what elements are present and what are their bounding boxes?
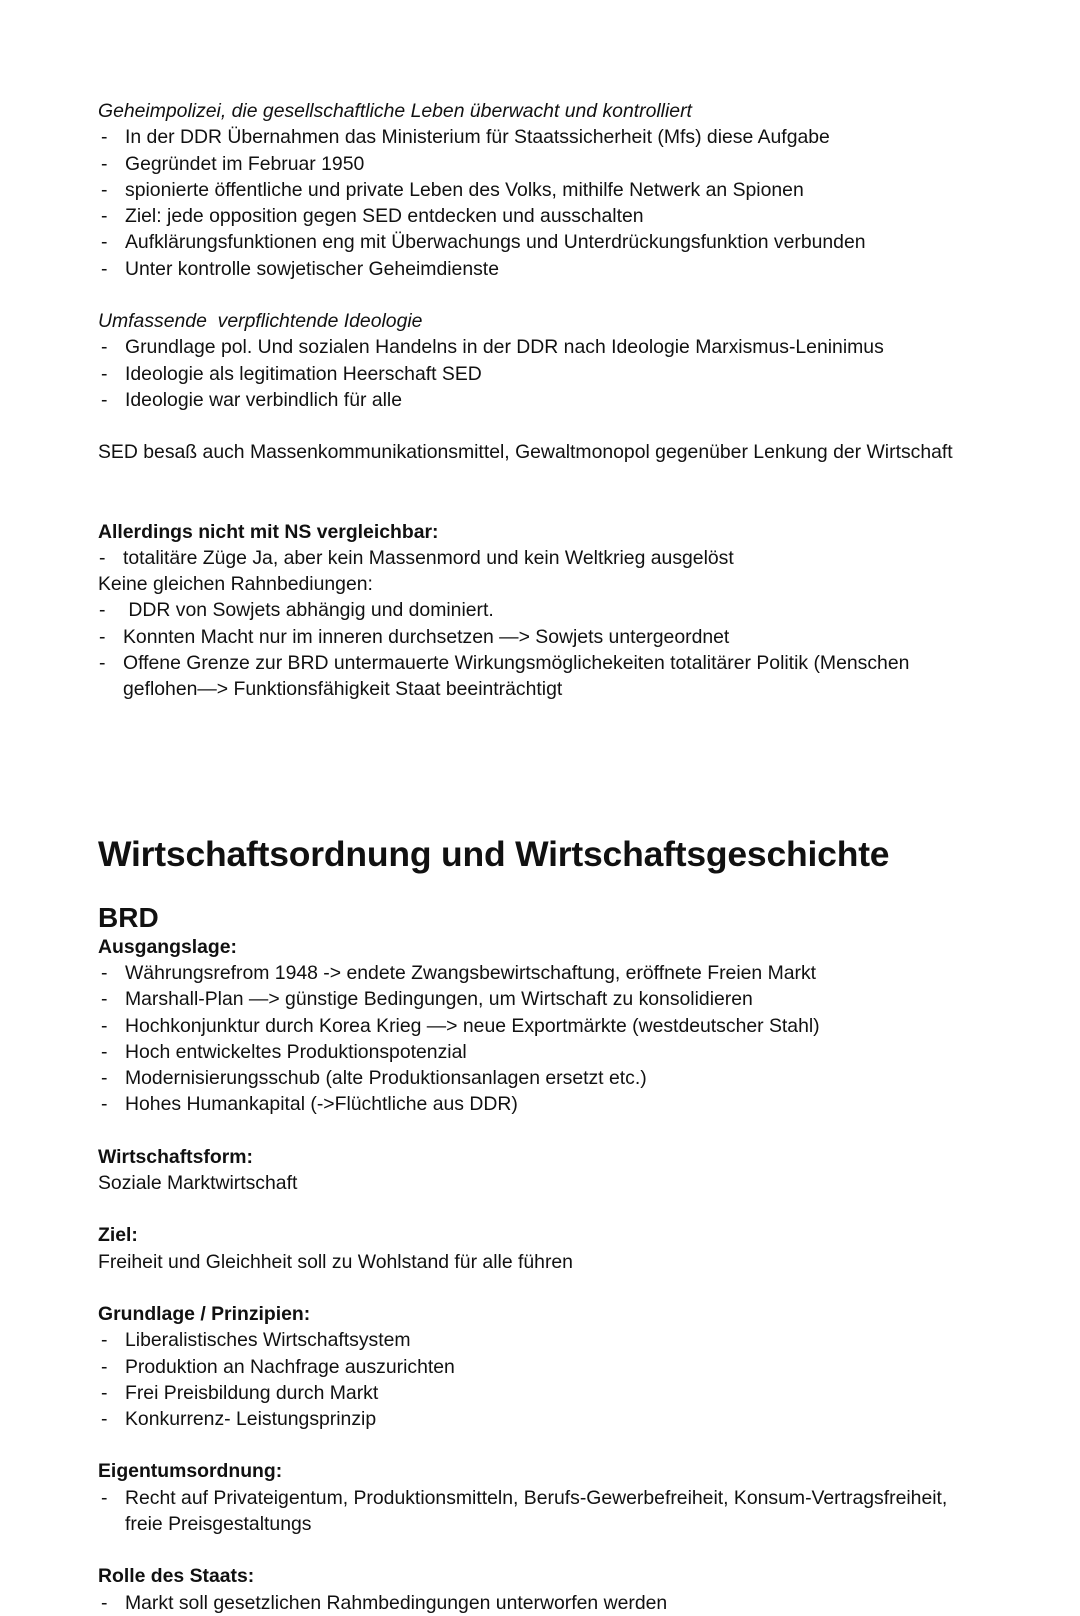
list-item: - Offene Grenze zur BRD untermauerte Wirkungsmöglichekeiten totalitärer Politik (Menschen geflohen—> Funktionsfähigkeit Staat beeinträchtigt bbox=[98, 650, 980, 703]
list-item: - Modernisierungsschub (alte Produktionsanlagen ersetzt etc.) bbox=[98, 1065, 980, 1091]
list-item: - DDR von Sowjets abhängig und dominiert. bbox=[98, 597, 980, 623]
bullet-list-ausgangslage bbox=[98, 960, 980, 1118]
bullet-list-ns-first bbox=[98, 545, 980, 571]
section-subtitle-brd: BRD bbox=[98, 901, 159, 933]
spacer bbox=[98, 413, 980, 439]
paragraph-sed: SED besaß auch Massenkommunikationsmittel, Gewaltmonopol gegenüber Lenkung der Wirtschaft bbox=[98, 441, 953, 464]
section-grundlage-prinzipien bbox=[98, 1301, 980, 1432]
spacer bbox=[98, 466, 980, 519]
section-ziel bbox=[98, 1222, 980, 1275]
list-item: - Recht auf Privateigentum, Produktionsmitteln, Berufs-Gewerbefreiheit, Konsum-Vertragsfreiheit, freie Preisgestaltungs bbox=[98, 1485, 980, 1538]
section-heading-geheimpolizei: Geheimpolizei, die gesellschaftliche Leben überwacht und kontrolliert bbox=[98, 100, 692, 122]
section-heading-ausgangslage: Ausgangslage: bbox=[98, 935, 237, 958]
section-sed-paragraph bbox=[98, 439, 980, 465]
section-heading-eigentumsordnung: Eigentumsordnung: bbox=[98, 1460, 283, 1483]
section-ideologie bbox=[98, 308, 980, 413]
list-item: - Marshall-Plan —> günstige Bedingungen, um Wirtschaft zu konsolidieren bbox=[98, 986, 980, 1012]
list-item: - Ideologie war verbindlich für alle bbox=[98, 387, 980, 413]
spacer bbox=[98, 807, 980, 833]
spacer bbox=[98, 282, 980, 308]
list-item: - Hoch entwickeltes Produktionspotenzial bbox=[98, 1039, 980, 1065]
spacer bbox=[98, 1196, 980, 1222]
section-heading-ideologie: Umfassende verpflichtende Ideologie bbox=[98, 310, 423, 333]
list-item: - spionierte öffentliche und private Leben des Volks, mithilfe Netwerk an Spionen bbox=[98, 177, 980, 203]
page-title: Wirtschaftsordnung und Wirtschaftsgeschichte bbox=[98, 833, 890, 874]
list-item: - Konkurrenz- Leistungsprinzip bbox=[98, 1406, 980, 1432]
spacer bbox=[98, 703, 980, 807]
spacer bbox=[98, 1537, 980, 1563]
list-item: - Ziel: jede opposition gegen SED entdecken und ausschalten bbox=[98, 203, 980, 229]
section-heading-wirtschaftsform: Wirtschaftsform: bbox=[98, 1145, 253, 1168]
section-ns-vergleich bbox=[98, 519, 980, 703]
spacer bbox=[98, 1118, 980, 1144]
list-item: - Konnten Macht nur im inneren durchsetzen —> Sowjets untergeordnet bbox=[98, 624, 980, 650]
paragraph-ziel: Freiheit und Gleichheit soll zu Wohlstand für alle führen bbox=[98, 1250, 573, 1273]
list-item: - Liberalistisches Wirtschaftsystem bbox=[98, 1327, 980, 1353]
bullet-list-ns-second bbox=[98, 597, 980, 702]
list-item: - Frei Preisbildung durch Markt bbox=[98, 1380, 980, 1406]
list-item: - Grundlage pol. Und sozialen Handelns in der DDR nach Ideologie Marxismus-Leninimus bbox=[98, 334, 980, 360]
spacer bbox=[98, 875, 980, 901]
section-heading-grundlage-prinzipien: Grundlage / Prinzipien: bbox=[98, 1302, 311, 1325]
section-ausgangslage bbox=[98, 934, 980, 1118]
bullet-list-eigentumsordnung bbox=[98, 1485, 980, 1538]
section-wirtschaftsform bbox=[98, 1144, 980, 1197]
section-rolle-des-staats bbox=[98, 1563, 980, 1616]
list-item: - Unter kontrolle sowjetischer Geheimdienste bbox=[98, 256, 980, 282]
section-heading-ziel: Ziel: bbox=[98, 1224, 138, 1247]
spacer bbox=[98, 1432, 980, 1458]
bullet-list-ideologie bbox=[98, 334, 980, 413]
section-heading-ns-vergleich: Allerdings nicht mit NS vergleichbar: bbox=[98, 520, 439, 543]
list-item: - Markt soll gesetzlichen Rahmbedingungen unterworfen werden bbox=[98, 1590, 980, 1616]
list-item: - Hohes Humankapital (->Flüchtliche aus DDR) bbox=[98, 1091, 980, 1117]
paragraph-wirtschaftsform: Soziale Marktwirtschaft bbox=[98, 1172, 298, 1195]
section-eigentumsordnung bbox=[98, 1458, 980, 1537]
bullet-list-geheimpolizei bbox=[98, 124, 980, 282]
bullet-list-rolle-des-staats bbox=[98, 1590, 980, 1616]
line-keine-gleichen-rahnbediungen: Keine gleichen Rahnbediungen: bbox=[98, 573, 373, 596]
list-item: - Gegründet im Februar 1950 bbox=[98, 151, 980, 177]
list-item: - totalitäre Züge Ja, aber kein Massenmord und kein Weltkrieg ausgelöst bbox=[98, 545, 980, 571]
document-body bbox=[98, 98, 980, 1616]
section-heading-rolle-des-staats: Rolle des Staats: bbox=[98, 1565, 255, 1588]
list-item: - Produktion an Nachfrage auszurichten bbox=[98, 1354, 980, 1380]
list-item: - Aufklärungsfunktionen eng mit Überwachungs und Unterdrückungsfunktion verbunden bbox=[98, 229, 980, 255]
list-item: - Ideologie als legitimation Heerschaft SED bbox=[98, 361, 980, 387]
bullet-list-grundlage-prinzipien bbox=[98, 1327, 980, 1432]
list-item: - Währungsrefrom 1948 -> endete Zwangsbewirtschaftung, eröffnete Freien Markt bbox=[98, 960, 980, 986]
section-geheimpolizei bbox=[98, 98, 980, 282]
list-item: - Hochkonjunktur durch Korea Krieg —> neue Exportmärkte (westdeutscher Stahl) bbox=[98, 1013, 980, 1039]
list-item: - In der DDR Übernahmen das Ministerium für Staatssicherheit (Mfs) diese Aufgabe bbox=[98, 124, 980, 150]
spacer bbox=[98, 1275, 980, 1301]
